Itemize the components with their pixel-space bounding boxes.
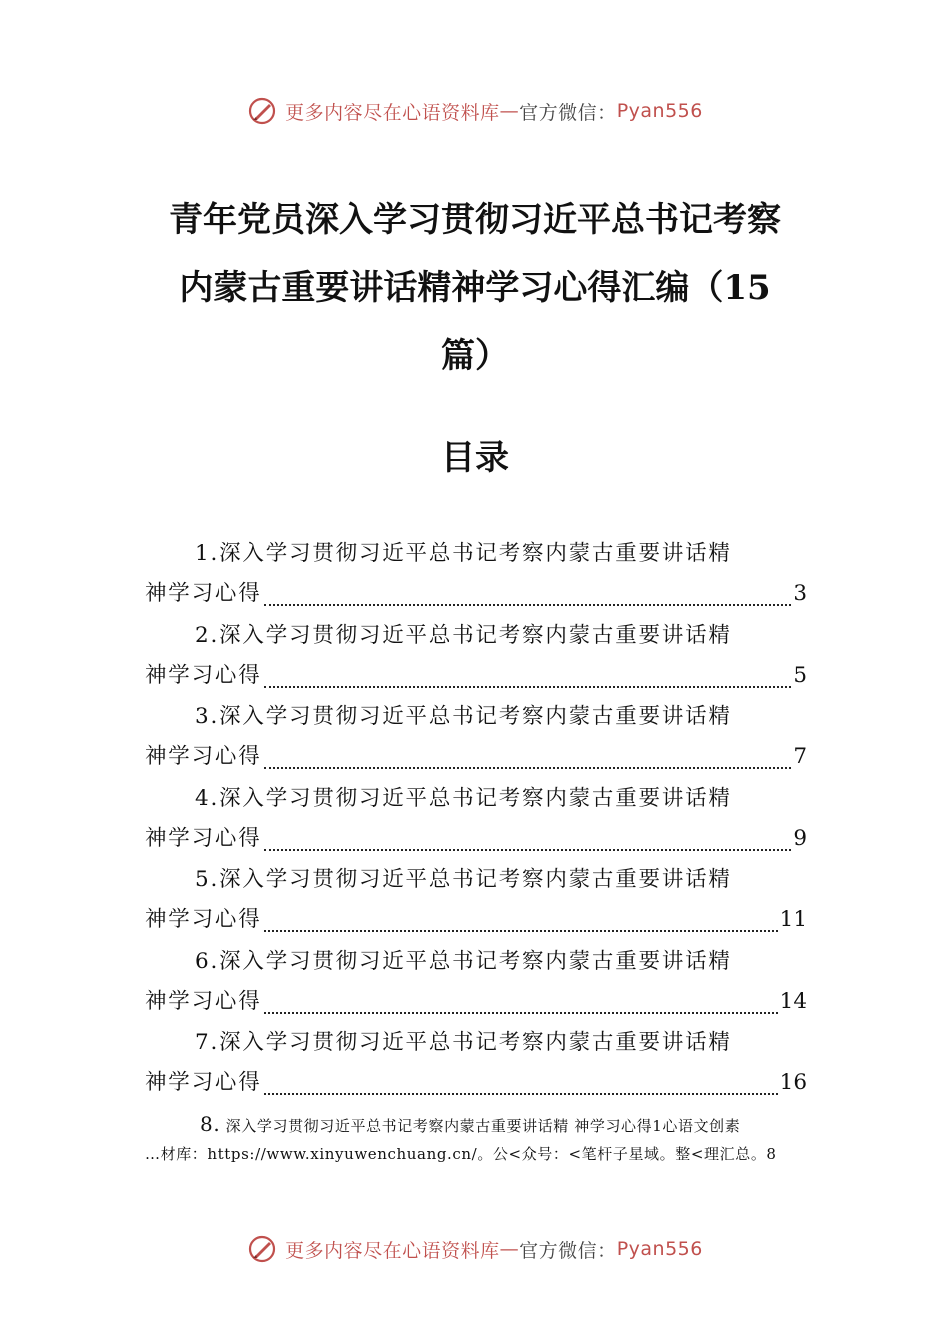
dot-leader <box>264 604 792 606</box>
toc-entry-title-cont: 神学习心得 <box>145 744 262 769</box>
toc-entry-page: 3 <box>793 581 807 606</box>
dot-leader <box>264 767 792 769</box>
toc-entry-page: 14 <box>779 988 807 1014</box>
toc-entry-title-cont: 神学习心得 <box>145 907 262 932</box>
toc-entry-title: 7.深入学习贯彻习近平总书记考察内蒙古重要讲话精 <box>195 1030 732 1055</box>
toc-entry[interactable] <box>145 534 807 616</box>
toc-entry[interactable] <box>145 616 807 698</box>
toc-entry-8[interactable] <box>145 1110 807 1168</box>
banner-text: 更多内容尽在心语资料库 <box>285 101 500 124</box>
dot-leader <box>264 1093 778 1095</box>
pen-logo-icon <box>247 96 277 126</box>
toc-entry[interactable] <box>145 697 807 779</box>
toc-entry-8-cont: …材库：https://www.xinyuwenchuang.cn/。公<众号：<笔杆子星域。整<理汇总。8 <box>145 1145 777 1163</box>
toc-entry-title-cont: 神学习心得 <box>145 581 262 606</box>
toc-entry-8-title: 深入学习贯彻习近平总书记考察内蒙古重要讲话精 神学习心得1心语文创素 <box>225 1117 741 1135</box>
banner-dash: — <box>499 100 520 122</box>
dot-leader <box>264 686 792 688</box>
banner-wechat-label: 官方微信： <box>519 1239 617 1262</box>
toc-entry-title: 5.深入学习贯彻习近平总书记考察内蒙古重要讲话精 <box>195 867 732 892</box>
table-of-contents <box>145 534 807 1105</box>
toc-entry[interactable] <box>145 942 807 1024</box>
toc-entry-page: 7 <box>793 744 807 769</box>
toc-entry[interactable] <box>145 779 807 861</box>
toc-entry-title: 3.深入学习贯彻习近平总书记考察内蒙古重要讲话精 <box>195 704 732 729</box>
toc-entry-title-cont: 神学习心得 <box>145 988 262 1014</box>
footer-banner <box>0 1234 950 1264</box>
toc-heading: 目录 <box>441 438 509 478</box>
pen-logo-icon <box>247 1234 277 1264</box>
title-line-2: 内蒙古重要讲话精神学习心得汇编（15 <box>179 268 771 308</box>
toc-entry-title: 2.深入学习贯彻习近平总书记考察内蒙古重要讲话精 <box>195 622 732 648</box>
toc-entry-page: 16 <box>779 1070 807 1095</box>
toc-entry-title-cont: 神学习心得 <box>145 1070 262 1095</box>
toc-entry-title-cont: 神学习心得 <box>145 825 262 851</box>
title-line-1: 青年党员深入学习贯彻习近平总书记考察 <box>169 200 781 240</box>
toc-entry-title-cont: 神学习心得 <box>145 662 262 688</box>
toc-entry[interactable] <box>145 1023 807 1105</box>
toc-entry-title: 4.深入学习贯彻习近平总书记考察内蒙古重要讲话精 <box>195 785 732 811</box>
banner-wechat-label: 官方微信： <box>519 101 617 124</box>
toc-entry[interactable] <box>145 860 807 942</box>
banner-text: 更多内容尽在心语资料库 <box>285 1239 500 1262</box>
toc-entry-page: 11 <box>779 907 807 932</box>
toc-entry-page: 5 <box>793 662 807 688</box>
toc-entry-title: 1.深入学习贯彻习近平总书记考察内蒙古重要讲话精 <box>195 541 732 566</box>
banner-wechat-id: Pyan556 <box>616 1238 703 1260</box>
toc-entry-title: 6.深入学习贯彻习近平总书记考察内蒙古重要讲话精 <box>195 948 732 974</box>
document-title <box>130 186 820 390</box>
banner-wechat-id: Pyan556 <box>616 100 703 122</box>
banner-dash: — <box>499 1238 520 1260</box>
header-banner <box>0 96 950 126</box>
title-line-3: 篇） <box>441 336 509 376</box>
toc-entry-page: 9 <box>793 825 807 851</box>
dot-leader <box>264 930 778 932</box>
toc-entry-8-number: 8. <box>200 1112 221 1136</box>
dot-leader <box>264 849 792 851</box>
dot-leader <box>264 1012 778 1014</box>
